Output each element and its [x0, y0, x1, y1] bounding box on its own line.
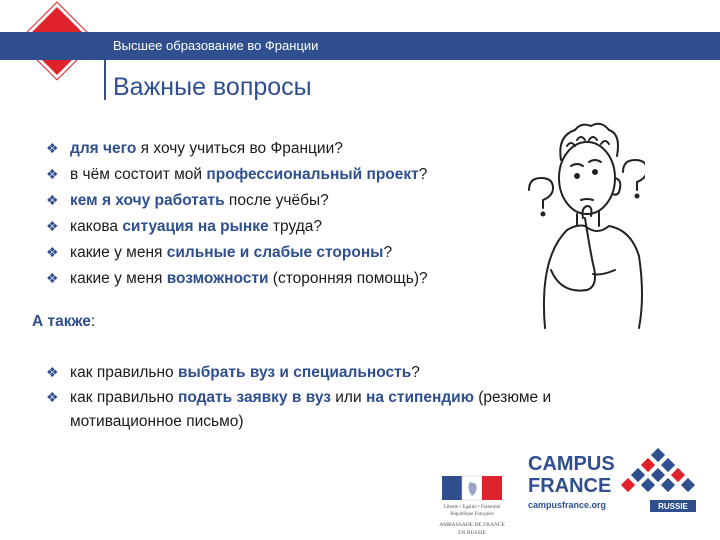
- diamond-bullet-icon: ❖: [46, 364, 59, 380]
- slide-title: Важные вопросы: [113, 73, 312, 101]
- svg-text:campusfrance.org: campusfrance.org: [528, 500, 607, 510]
- svg-text:EN RUSSIE: EN RUSSIE: [458, 530, 486, 536]
- list-item: ❖ кем я хочу работать после учёбы?: [46, 192, 329, 209]
- svg-text:RUSSIE: RUSSIE: [658, 502, 688, 511]
- diamond-bullet-icon: ❖: [46, 218, 59, 234]
- diamond-bullet-icon: ❖: [46, 192, 59, 208]
- list-item: ❖ для чего я хочу учиться во Франции?: [46, 140, 343, 157]
- campus-france-logo: [528, 448, 698, 518]
- svg-text:République Française: République Française: [450, 512, 494, 517]
- header-bar: [0, 32, 720, 60]
- list-item-continuation: мотивационное письмо): [70, 413, 244, 430]
- extra-list: [46, 360, 666, 434]
- list-item: ❖ какие у меня сильные и слабые стороны?: [46, 244, 393, 261]
- svg-text:AMBASSADE DE FRANCE: AMBASSADE DE FRANCE: [439, 522, 505, 528]
- questions-list: [46, 138, 428, 294]
- french-republic-logo: [432, 474, 512, 540]
- list-item: ❖ какие у меня возможности (сторонняя помощь)?: [46, 270, 428, 287]
- thinking-person-illustration: [515, 120, 645, 330]
- svg-text:Liberté • Égalité • Fraternité: Liberté • Égalité • Fraternité: [443, 505, 501, 510]
- header-divider: [104, 32, 106, 100]
- diamond-bullet-icon: ❖: [46, 140, 59, 156]
- diamond-bullet-icon: ❖: [46, 244, 59, 260]
- section-title: Высшее образование во Франции: [113, 38, 319, 53]
- diamond-bullet-icon: ❖: [46, 166, 59, 182]
- svg-text:FRANCE: FRANCE: [528, 475, 612, 497]
- list-item: ❖ какова ситуация на рынке труда?: [46, 218, 322, 235]
- list-item: ❖ как правильно выбрать вуз и специальность?: [46, 360, 666, 385]
- list-item: ❖ как правильно подать заявку в вуз или на стипендию (резюме и: [46, 385, 666, 410]
- diamond-bullet-icon: ❖: [46, 270, 59, 286]
- diamond-bullet-icon: ❖: [46, 389, 59, 405]
- svg-text:CAMPUS: CAMPUS: [528, 453, 615, 475]
- diamond-pattern-icon: [621, 448, 695, 492]
- list-item: ❖ в чём состоит мой профессиональный проект?: [46, 166, 428, 183]
- also-heading: А также:: [32, 313, 96, 330]
